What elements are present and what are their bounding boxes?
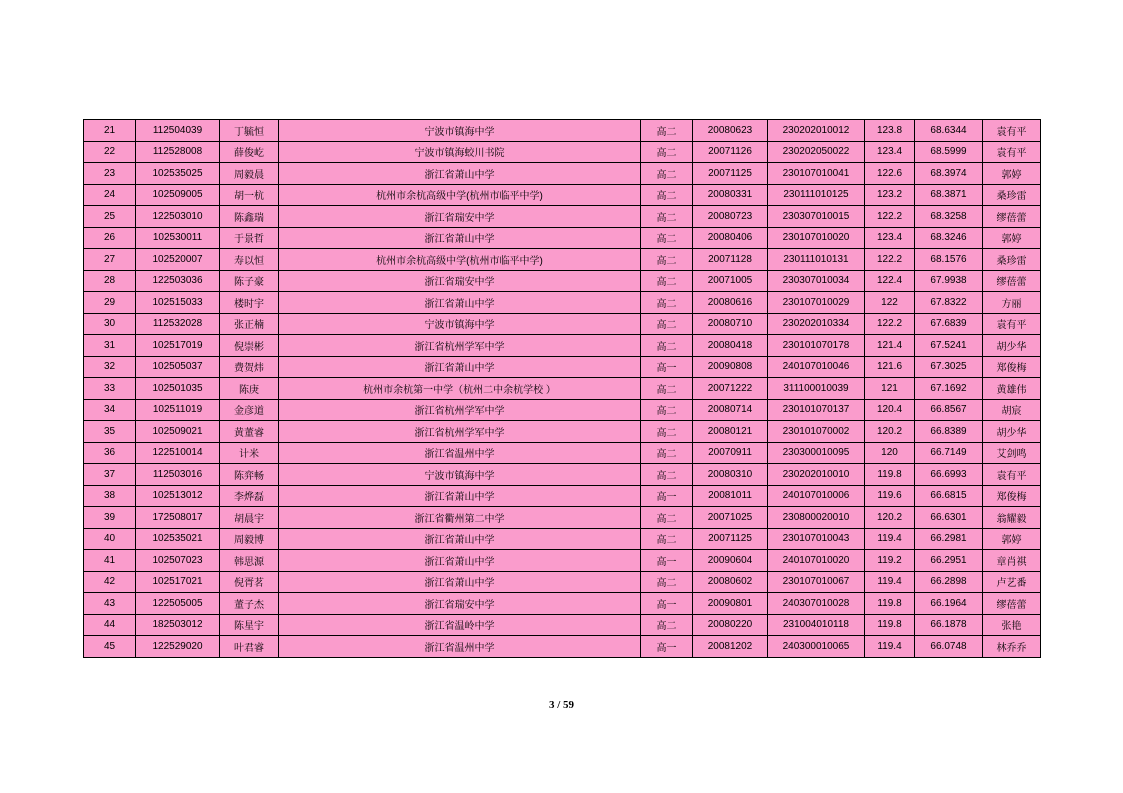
birth-date-cell: 20080121 xyxy=(693,421,768,443)
teacher-cell: 袁有平 xyxy=(983,120,1041,142)
student-name-cell: 计米 xyxy=(220,442,279,464)
score-cell: 119.6 xyxy=(865,485,915,507)
student-name-cell: 黄董睿 xyxy=(220,421,279,443)
teacher-cell: 林乔乔 xyxy=(983,636,1041,658)
score-cell: 122.2 xyxy=(865,206,915,228)
student-name-cell: 陈鑫瑞 xyxy=(220,206,279,228)
student-name-cell: 费贺炜 xyxy=(220,356,279,378)
school-cell: 浙江省温州中学 xyxy=(279,636,641,658)
grade-cell: 高二 xyxy=(641,421,693,443)
rank-cell: 21 xyxy=(84,120,136,142)
birth-date-cell: 20090801 xyxy=(693,593,768,615)
adjusted-score-cell: 68.3974 xyxy=(915,163,983,185)
teacher-cell: 艾剑鸣 xyxy=(983,442,1041,464)
student-number-cell: 240107010006 xyxy=(768,485,865,507)
grade-cell: 高一 xyxy=(641,356,693,378)
school-cell: 杭州市余杭高级中学(杭州市临平中学) xyxy=(279,184,641,206)
student-number-cell: 230300010095 xyxy=(768,442,865,464)
rank-cell: 37 xyxy=(84,464,136,486)
teacher-cell: 胡少华 xyxy=(983,335,1041,357)
grade-cell: 高一 xyxy=(641,485,693,507)
exam-id-cell: 112503016 xyxy=(136,464,220,486)
student-name-cell: 胡一杭 xyxy=(220,184,279,206)
exam-id-cell: 172508017 xyxy=(136,507,220,529)
table-row xyxy=(84,249,1041,271)
birth-date-cell: 20071125 xyxy=(693,528,768,550)
rank-cell: 43 xyxy=(84,593,136,615)
rank-cell: 35 xyxy=(84,421,136,443)
adjusted-score-cell: 68.3258 xyxy=(915,206,983,228)
score-cell: 122.4 xyxy=(865,270,915,292)
table-row xyxy=(84,378,1041,400)
school-cell: 杭州市余杭第一中学（杭州二中余杭学校 ） xyxy=(279,378,641,400)
school-cell: 宁波市镇海蛟川书院 xyxy=(279,141,641,163)
grade-cell: 高二 xyxy=(641,378,693,400)
student-name-cell: 于景哲 xyxy=(220,227,279,249)
student-number-cell: 311100010039 xyxy=(768,378,865,400)
school-cell: 浙江省萧山中学 xyxy=(279,550,641,572)
school-cell: 宁波市镇海中学 xyxy=(279,120,641,142)
birth-date-cell: 20080616 xyxy=(693,292,768,314)
student-name-cell: 周毅晨 xyxy=(220,163,279,185)
student-name-cell: 楼时宇 xyxy=(220,292,279,314)
student-number-cell: 230107010041 xyxy=(768,163,865,185)
teacher-cell: 袁有平 xyxy=(983,313,1041,335)
exam-id-cell: 122503036 xyxy=(136,270,220,292)
student-number-cell: 231004010118 xyxy=(768,614,865,636)
student-name-cell: 陈庚 xyxy=(220,378,279,400)
grade-cell: 高二 xyxy=(641,335,693,357)
exam-id-cell: 182503012 xyxy=(136,614,220,636)
exam-id-cell: 102515033 xyxy=(136,292,220,314)
grade-cell: 高二 xyxy=(641,206,693,228)
student-number-cell: 230800020010 xyxy=(768,507,865,529)
score-cell: 123.4 xyxy=(865,141,915,163)
adjusted-score-cell: 66.1964 xyxy=(915,593,983,615)
grade-cell: 高二 xyxy=(641,399,693,421)
score-cell: 122.2 xyxy=(865,313,915,335)
student-name-cell: 李烨磊 xyxy=(220,485,279,507)
rank-cell: 29 xyxy=(84,292,136,314)
school-cell: 浙江省萧山中学 xyxy=(279,163,641,185)
student-number-cell: 230101070137 xyxy=(768,399,865,421)
adjusted-score-cell: 66.1878 xyxy=(915,614,983,636)
exam-id-cell: 102513012 xyxy=(136,485,220,507)
school-cell: 浙江省温岭中学 xyxy=(279,614,641,636)
teacher-cell: 缪蓓蕾 xyxy=(983,206,1041,228)
teacher-cell: 郭婷 xyxy=(983,528,1041,550)
score-cell: 119.4 xyxy=(865,571,915,593)
school-cell: 浙江省杭州学军中学 xyxy=(279,335,641,357)
student-name-cell: 寿以恒 xyxy=(220,249,279,271)
table-row xyxy=(84,335,1041,357)
school-cell: 浙江省萧山中学 xyxy=(279,292,641,314)
table-row xyxy=(84,313,1041,335)
grade-cell: 高一 xyxy=(641,636,693,658)
birth-date-cell: 20081011 xyxy=(693,485,768,507)
exam-id-cell: 112528008 xyxy=(136,141,220,163)
grade-cell: 高二 xyxy=(641,141,693,163)
student-number-cell: 240300010065 xyxy=(768,636,865,658)
teacher-cell: 缪蓓蕾 xyxy=(983,270,1041,292)
student-number-cell: 230107010043 xyxy=(768,528,865,550)
adjusted-score-cell: 67.5241 xyxy=(915,335,983,357)
school-cell: 浙江省瑞安中学 xyxy=(279,593,641,615)
exam-id-cell: 122505005 xyxy=(136,593,220,615)
exam-id-cell: 102501035 xyxy=(136,378,220,400)
adjusted-score-cell: 66.7149 xyxy=(915,442,983,464)
school-cell: 浙江省衢州第二中学 xyxy=(279,507,641,529)
table-row xyxy=(84,528,1041,550)
school-cell: 浙江省杭州学军中学 xyxy=(279,399,641,421)
adjusted-score-cell: 66.8567 xyxy=(915,399,983,421)
score-cell: 121.6 xyxy=(865,356,915,378)
student-name-cell: 叶君睿 xyxy=(220,636,279,658)
student-number-cell: 240107010046 xyxy=(768,356,865,378)
adjusted-score-cell: 66.2898 xyxy=(915,571,983,593)
grade-cell: 高二 xyxy=(641,528,693,550)
exam-id-cell: 122529020 xyxy=(136,636,220,658)
student-number-cell: 230202010334 xyxy=(768,313,865,335)
student-name-cell: 倪崇彬 xyxy=(220,335,279,357)
table-row xyxy=(84,507,1041,529)
grade-cell: 高二 xyxy=(641,464,693,486)
grade-cell: 高二 xyxy=(641,120,693,142)
student-name-cell: 韩思源 xyxy=(220,550,279,572)
student-number-cell: 230202050022 xyxy=(768,141,865,163)
table-row xyxy=(84,593,1041,615)
school-cell: 浙江省萧山中学 xyxy=(279,356,641,378)
table-row xyxy=(84,227,1041,249)
table-row xyxy=(84,571,1041,593)
student-number-cell: 230101070178 xyxy=(768,335,865,357)
school-cell: 浙江省瑞安中学 xyxy=(279,206,641,228)
exam-id-cell: 102509005 xyxy=(136,184,220,206)
adjusted-score-cell: 66.6993 xyxy=(915,464,983,486)
birth-date-cell: 20080406 xyxy=(693,227,768,249)
score-cell: 122.2 xyxy=(865,249,915,271)
student-number-cell: 230307010034 xyxy=(768,270,865,292)
table-row xyxy=(84,141,1041,163)
table-row xyxy=(84,485,1041,507)
student-number-cell: 240107010020 xyxy=(768,550,865,572)
exam-id-cell: 102511019 xyxy=(136,399,220,421)
score-cell: 120.2 xyxy=(865,507,915,529)
adjusted-score-cell: 66.8389 xyxy=(915,421,983,443)
school-cell: 浙江省萧山中学 xyxy=(279,528,641,550)
student-name-cell: 倪胥茗 xyxy=(220,571,279,593)
birth-date-cell: 20071126 xyxy=(693,141,768,163)
rank-cell: 39 xyxy=(84,507,136,529)
rank-cell: 28 xyxy=(84,270,136,292)
adjusted-score-cell: 67.8322 xyxy=(915,292,983,314)
student-number-cell: 230307010015 xyxy=(768,206,865,228)
student-number-cell: 230107010020 xyxy=(768,227,865,249)
table-row xyxy=(84,421,1041,443)
birth-date-cell: 20071128 xyxy=(693,249,768,271)
school-cell: 浙江省萧山中学 xyxy=(279,571,641,593)
birth-date-cell: 20080710 xyxy=(693,313,768,335)
teacher-cell: 胡少华 xyxy=(983,421,1041,443)
teacher-cell: 缪蓓蕾 xyxy=(983,593,1041,615)
table-row xyxy=(84,356,1041,378)
score-cell: 121.4 xyxy=(865,335,915,357)
exam-id-cell: 102535025 xyxy=(136,163,220,185)
student-name-cell: 张正楠 xyxy=(220,313,279,335)
teacher-cell: 卢艺番 xyxy=(983,571,1041,593)
adjusted-score-cell: 66.0748 xyxy=(915,636,983,658)
birth-date-cell: 20090604 xyxy=(693,550,768,572)
student-number-cell: 230202010010 xyxy=(768,464,865,486)
score-cell: 120.2 xyxy=(865,421,915,443)
exam-id-cell: 112504039 xyxy=(136,120,220,142)
student-number-cell: 230101070002 xyxy=(768,421,865,443)
birth-date-cell: 20080331 xyxy=(693,184,768,206)
school-cell: 浙江省瑞安中学 xyxy=(279,270,641,292)
grade-cell: 高二 xyxy=(641,270,693,292)
birth-date-cell: 20071005 xyxy=(693,270,768,292)
exam-id-cell: 102535021 xyxy=(136,528,220,550)
adjusted-score-cell: 67.9938 xyxy=(915,270,983,292)
teacher-cell: 郑俊梅 xyxy=(983,356,1041,378)
student-name-cell: 丁毓恒 xyxy=(220,120,279,142)
teacher-cell: 黄雄伟 xyxy=(983,378,1041,400)
rank-cell: 42 xyxy=(84,571,136,593)
grade-cell: 高一 xyxy=(641,593,693,615)
table-row xyxy=(84,636,1041,658)
school-cell: 浙江省萧山中学 xyxy=(279,227,641,249)
score-cell: 119.4 xyxy=(865,528,915,550)
score-cell: 123.2 xyxy=(865,184,915,206)
score-cell: 120.4 xyxy=(865,399,915,421)
rank-cell: 40 xyxy=(84,528,136,550)
exam-id-cell: 102517019 xyxy=(136,335,220,357)
school-cell: 宁波市镇海中学 xyxy=(279,313,641,335)
student-number-cell: 230107010029 xyxy=(768,292,865,314)
student-name-cell: 胡晨宇 xyxy=(220,507,279,529)
birth-date-cell: 20080602 xyxy=(693,571,768,593)
grade-cell: 高二 xyxy=(641,163,693,185)
student-name-cell: 周毅博 xyxy=(220,528,279,550)
table-row xyxy=(84,292,1041,314)
teacher-cell: 翁耀毅 xyxy=(983,507,1041,529)
birth-date-cell: 20080418 xyxy=(693,335,768,357)
rank-cell: 26 xyxy=(84,227,136,249)
adjusted-score-cell: 67.1692 xyxy=(915,378,983,400)
table-row xyxy=(84,163,1041,185)
grade-cell: 高二 xyxy=(641,292,693,314)
ranking-table xyxy=(83,119,1041,658)
table-row xyxy=(84,184,1041,206)
exam-id-cell: 102530011 xyxy=(136,227,220,249)
score-cell: 122 xyxy=(865,292,915,314)
score-cell: 119.4 xyxy=(865,636,915,658)
page-number: 3 / 59 xyxy=(548,699,575,711)
teacher-cell: 郭婷 xyxy=(983,163,1041,185)
table-body xyxy=(84,120,1041,658)
teacher-cell: 桑珍雷 xyxy=(983,249,1041,271)
adjusted-score-cell: 68.3246 xyxy=(915,227,983,249)
exam-id-cell: 102520007 xyxy=(136,249,220,271)
score-cell: 123.4 xyxy=(865,227,915,249)
rank-cell: 45 xyxy=(84,636,136,658)
score-cell: 121 xyxy=(865,378,915,400)
birth-date-cell: 20080723 xyxy=(693,206,768,228)
rank-cell: 41 xyxy=(84,550,136,572)
grade-cell: 高二 xyxy=(641,614,693,636)
grade-cell: 高二 xyxy=(641,227,693,249)
school-cell: 宁波市镇海中学 xyxy=(279,464,641,486)
adjusted-score-cell: 67.6839 xyxy=(915,313,983,335)
exam-id-cell: 102505037 xyxy=(136,356,220,378)
birth-date-cell: 20080714 xyxy=(693,399,768,421)
school-cell: 杭州市余杭高级中学(杭州市临平中学) xyxy=(279,249,641,271)
birth-date-cell: 20080310 xyxy=(693,464,768,486)
grade-cell: 高二 xyxy=(641,184,693,206)
score-cell: 119.8 xyxy=(865,614,915,636)
adjusted-score-cell: 68.3871 xyxy=(915,184,983,206)
score-cell: 120 xyxy=(865,442,915,464)
score-cell: 119.2 xyxy=(865,550,915,572)
adjusted-score-cell: 66.6301 xyxy=(915,507,983,529)
birth-date-cell: 20071125 xyxy=(693,163,768,185)
rank-cell: 38 xyxy=(84,485,136,507)
adjusted-score-cell: 68.6344 xyxy=(915,120,983,142)
rank-cell: 44 xyxy=(84,614,136,636)
birth-date-cell: 20090808 xyxy=(693,356,768,378)
grade-cell: 高二 xyxy=(641,507,693,529)
birth-date-cell: 20081202 xyxy=(693,636,768,658)
rank-cell: 23 xyxy=(84,163,136,185)
student-name-cell: 金彦道 xyxy=(220,399,279,421)
grade-cell: 高二 xyxy=(641,249,693,271)
table-row xyxy=(84,206,1041,228)
table-row xyxy=(84,442,1041,464)
exam-id-cell: 122503010 xyxy=(136,206,220,228)
score-cell: 123.8 xyxy=(865,120,915,142)
adjusted-score-cell: 68.5999 xyxy=(915,141,983,163)
birth-date-cell: 20080220 xyxy=(693,614,768,636)
rank-cell: 33 xyxy=(84,378,136,400)
grade-cell: 高二 xyxy=(641,442,693,464)
teacher-cell: 方丽 xyxy=(983,292,1041,314)
teacher-cell: 郭婷 xyxy=(983,227,1041,249)
birth-date-cell: 20071222 xyxy=(693,378,768,400)
score-cell: 122.6 xyxy=(865,163,915,185)
exam-id-cell: 102509021 xyxy=(136,421,220,443)
table-row xyxy=(84,614,1041,636)
adjusted-score-cell: 68.1576 xyxy=(915,249,983,271)
rank-cell: 24 xyxy=(84,184,136,206)
birth-date-cell: 20080623 xyxy=(693,120,768,142)
birth-date-cell: 20071025 xyxy=(693,507,768,529)
teacher-cell: 胡宸 xyxy=(983,399,1041,421)
student-name-cell: 陈子豪 xyxy=(220,270,279,292)
rank-cell: 36 xyxy=(84,442,136,464)
rank-cell: 27 xyxy=(84,249,136,271)
birth-date-cell: 20070911 xyxy=(693,442,768,464)
teacher-cell: 袁有平 xyxy=(983,464,1041,486)
exam-id-cell: 112532028 xyxy=(136,313,220,335)
student-number-cell: 230111010125 xyxy=(768,184,865,206)
adjusted-score-cell: 66.2981 xyxy=(915,528,983,550)
exam-id-cell: 102517021 xyxy=(136,571,220,593)
score-cell: 119.8 xyxy=(865,593,915,615)
rank-cell: 30 xyxy=(84,313,136,335)
student-name-cell: 董子杰 xyxy=(220,593,279,615)
school-cell: 浙江省温州中学 xyxy=(279,442,641,464)
exam-id-cell: 102507023 xyxy=(136,550,220,572)
student-number-cell: 230107010067 xyxy=(768,571,865,593)
rank-cell: 22 xyxy=(84,141,136,163)
grade-cell: 高二 xyxy=(641,313,693,335)
teacher-cell: 张艳 xyxy=(983,614,1041,636)
grade-cell: 高一 xyxy=(641,550,693,572)
table-row xyxy=(84,270,1041,292)
adjusted-score-cell: 66.6815 xyxy=(915,485,983,507)
student-name-cell: 陈弈畅 xyxy=(220,464,279,486)
adjusted-score-cell: 67.3025 xyxy=(915,356,983,378)
rank-cell: 25 xyxy=(84,206,136,228)
student-number-cell: 230111010131 xyxy=(768,249,865,271)
student-number-cell: 240307010028 xyxy=(768,593,865,615)
score-cell: 119.8 xyxy=(865,464,915,486)
rank-cell: 31 xyxy=(84,335,136,357)
table-row xyxy=(84,464,1041,486)
adjusted-score-cell: 66.2951 xyxy=(915,550,983,572)
table-row xyxy=(84,399,1041,421)
rank-cell: 32 xyxy=(84,356,136,378)
rank-cell: 34 xyxy=(84,399,136,421)
school-cell: 浙江省萧山中学 xyxy=(279,485,641,507)
teacher-cell: 章肖祺 xyxy=(983,550,1041,572)
teacher-cell: 郑俊梅 xyxy=(983,485,1041,507)
student-name-cell: 薛俊屹 xyxy=(220,141,279,163)
table-row xyxy=(84,550,1041,572)
teacher-cell: 桑珍雷 xyxy=(983,184,1041,206)
exam-id-cell: 122510014 xyxy=(136,442,220,464)
grade-cell: 高二 xyxy=(641,571,693,593)
school-cell: 浙江省杭州学军中学 xyxy=(279,421,641,443)
table-row xyxy=(84,120,1041,142)
teacher-cell: 袁有平 xyxy=(983,141,1041,163)
student-number-cell: 230202010012 xyxy=(768,120,865,142)
student-name-cell: 陈星宇 xyxy=(220,614,279,636)
